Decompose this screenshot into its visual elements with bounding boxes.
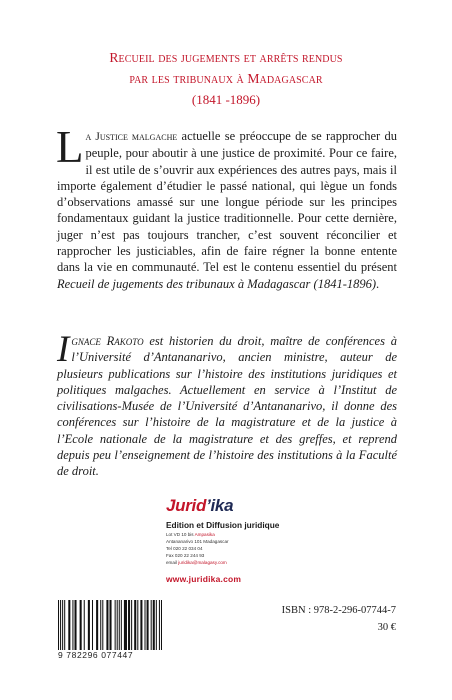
barcode-bar [88,600,90,650]
barcode-bar [124,600,127,650]
publisher-address-1 [166,531,326,538]
email-label: email [166,560,179,565]
book-title-line-1: Recueil des jugements et arrêts rendus [109,50,343,65]
barcode-bar [153,600,155,650]
barcode-bar [109,600,111,650]
publisher-email: juridika@malagasy.com [178,560,227,565]
summary-end: . [376,276,380,291]
barcode-bars [58,600,162,650]
publisher-website: www.juridika.com [166,574,242,584]
bio-dropcap: I [57,329,70,370]
barcode-bar [145,600,146,650]
publisher-email-line [166,559,326,566]
author-bio [57,329,397,480]
barcode-bar [106,600,108,650]
publisher-logo-part1: Jurid [166,496,207,515]
barcode-bar [131,600,132,650]
barcode-bar [60,600,61,650]
book-title-years: (1841 -1896) [191,92,261,107]
barcode-bar [74,600,76,650]
barcode-bar [159,600,160,650]
author-name: gnace Rakoto [71,334,144,348]
barcode-bar [140,600,142,650]
barcode-bar [117,600,118,650]
barcode-bar [84,600,85,650]
publisher-info [166,520,326,566]
summary-body: actuelle se préoccupe de se rapprocher du peuple, pour aboutir à une justice de proximité. Pour ce faire, il est utile de s’ouvrir aux expériences des autres pays, mais il importe également d’étudier le passé national, qui lègue un fonds d’observations amassé sur une longue période sur les principes fondamentaux guidant la justice traditionnelle. Pour cette dernière, juger n’est pas toujours trancher, c’est souvent réconcilier et rapprocher les justiciables, afin de faire régner la bonne entente dans la vie en communauté. Tel est le contenu essentiel du présent [57,129,397,275]
barcode-bar [100,600,101,650]
barcode-bar [119,600,120,650]
publisher-name: Edition et Diffusion juridique [166,520,280,530]
summary-lead-words: a Justice malgache [85,131,178,143]
barcode-bar [147,600,149,650]
book-title-line-2: par les tribunaux à Madagascar [129,71,323,86]
barcode-bar [68,600,70,650]
publisher-tel: Tel 020 22 034 04 [166,546,203,551]
barcode-bar [115,600,116,650]
barcode [58,600,162,660]
summary-book-title: Recueil de jugements des tribunaux à Madagascar (1841-1896) [57,276,377,291]
summary-dropcap: L [56,122,84,172]
book-title-block [0,47,452,110]
publisher-address-2: Antananarivo 101 Madagascar [166,539,229,544]
publisher-logo-part2: ’ika [206,496,234,515]
address-district: Ampasika [194,532,215,537]
publisher-fax: Fax 020 22 244 93 [166,553,205,558]
barcode-bar [134,600,136,650]
barcode-bar [161,600,162,650]
isbn-number: ISBN : 978-2-296-07744-7 [281,605,396,616]
barcode-bar [64,600,65,650]
barcode-bar [137,600,138,650]
publisher-logo [166,496,233,516]
barcode-bar [62,600,63,650]
barcode-bar [72,600,73,650]
barcode-bar [80,600,82,650]
bio-body: est historien du droit, maître de conférences à l’Université d’Antananarivo, ancien ministre, auteur de plusieurs publications sur l’histoire des institutions juridiques et politiques malgaches. Actuellement en service à l’Institut de civilisations-Musée de l’Université d’Antananarivo, il donne des conférences sur l’histoire de la magistrature et de la justice à l’Ecole nationale de la magistrature et des greffes, et reprend depuis peu l’enseignement de l’histoire des institutions à la Faculté de droit. [57,334,397,479]
address-street: Lot VD 10 bis [166,532,195,537]
book-summary [56,122,397,292]
barcode-bar [96,600,98,650]
barcode-bar [58,600,59,650]
barcode-bar [92,600,93,650]
barcode-bar [128,600,130,650]
barcode-digits: 9 782296 077447 [58,650,134,660]
isbn-price-block [282,602,396,636]
barcode-bar [121,600,122,650]
barcode-bar [156,600,157,650]
barcode-bar [151,600,152,650]
barcode-bar [102,600,103,650]
price: 30 € [377,622,396,633]
